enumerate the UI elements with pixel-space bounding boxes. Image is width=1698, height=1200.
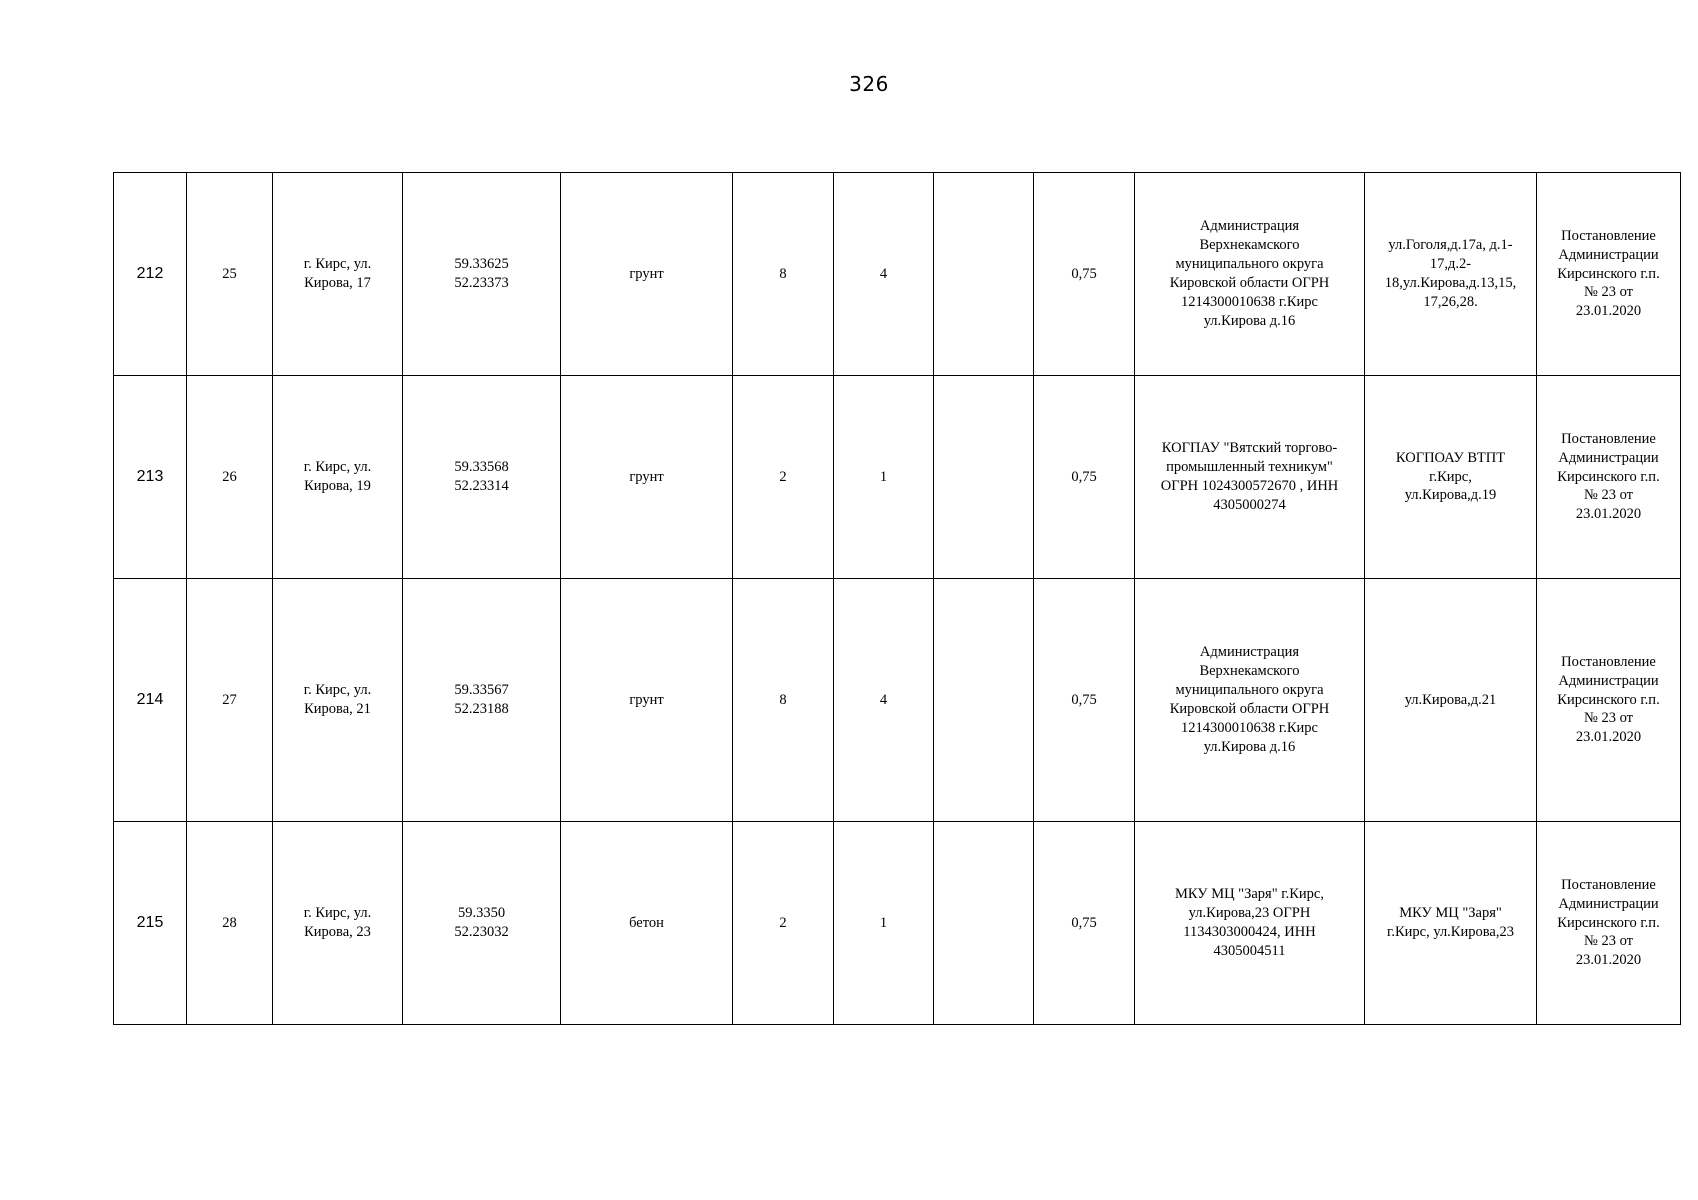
surface-cell: грунт [561,173,733,376]
document-cell: Постановление Администрации Кирсинского г.п. № 23 от 23.01.2020 [1537,822,1681,1025]
document-cell: Постановление Администрации Кирсинского г.п. № 23 от 23.01.2020 [1537,376,1681,579]
coordinates-cell: 59.33568 52.23314 [403,376,561,579]
empty-cell [934,822,1034,1025]
local-number-cell: 27 [187,579,273,822]
address-cell: г. Кирс, ул. Кирова, 19 [273,376,403,579]
containers-cell: 4 [834,173,934,376]
document-cell: Постановление Администрации Кирсинского г.п. № 23 от 23.01.2020 [1537,579,1681,822]
area-cell: 2 [733,822,834,1025]
page-number: 326 [849,72,889,96]
row-number-cell: 215 [114,822,187,1025]
surface-cell: грунт [561,376,733,579]
row-number-cell: 212 [114,173,187,376]
address-cell: г. Кирс, ул. Кирова, 17 [273,173,403,376]
surface-cell: грунт [561,579,733,822]
volume-cell: 0,75 [1034,376,1135,579]
containers-cell: 4 [834,579,934,822]
owner-cell: Администрация Верхнекамского муниципального округа Кировской области ОГРН 1214300010638 г.Кирс ул.Кирова д.16 [1135,173,1365,376]
volume-cell: 0,75 [1034,822,1135,1025]
local-number-cell: 25 [187,173,273,376]
table-row [114,822,1681,1025]
containers-cell: 1 [834,822,934,1025]
empty-cell [934,376,1034,579]
registry-table [113,172,1681,1025]
empty-cell [934,173,1034,376]
area-cell: 2 [733,376,834,579]
surface-cell: бетон [561,822,733,1025]
row-number-cell: 213 [114,376,187,579]
table-row [114,376,1681,579]
empty-cell [934,579,1034,822]
area-cell: 8 [733,579,834,822]
served-objects-cell: ул.Кирова,д.21 [1365,579,1537,822]
coordinates-cell: 59.33567 52.23188 [403,579,561,822]
coordinates-cell: 59.3350 52.23032 [403,822,561,1025]
owner-cell: Администрация Верхнекамского муниципального округа Кировской области ОГРН 1214300010638 г.Кирс ул.Кирова д.16 [1135,579,1365,822]
local-number-cell: 26 [187,376,273,579]
address-cell: г. Кирс, ул. Кирова, 23 [273,822,403,1025]
volume-cell: 0,75 [1034,173,1135,376]
served-objects-cell: КОГПОАУ ВТПТ г.Кирс, ул.Кирова,д.19 [1365,376,1537,579]
row-number-cell: 214 [114,579,187,822]
owner-cell: КОГПАУ "Вятский торгово- промышленный техникум" ОГРН 1024300572670 , ИНН 4305000274 [1135,376,1365,579]
served-objects-cell: МКУ МЦ "Заря" г.Кирс, ул.Кирова,23 [1365,822,1537,1025]
served-objects-cell: ул.Гоголя,д.17а, д.1- 17,д.2- 18,ул.Кирова,д.13,15, 17,26,28. [1365,173,1537,376]
document-cell: Постановление Администрации Кирсинского г.п. № 23 от 23.01.2020 [1537,173,1681,376]
table-row [114,173,1681,376]
coordinates-cell: 59.33625 52.23373 [403,173,561,376]
owner-cell: МКУ МЦ "Заря" г.Кирс, ул.Кирова,23 ОГРН 1134303000424, ИНН 4305004511 [1135,822,1365,1025]
local-number-cell: 28 [187,822,273,1025]
address-cell: г. Кирс, ул. Кирова, 21 [273,579,403,822]
containers-cell: 1 [834,376,934,579]
table-row [114,579,1681,822]
volume-cell: 0,75 [1034,579,1135,822]
area-cell: 8 [733,173,834,376]
